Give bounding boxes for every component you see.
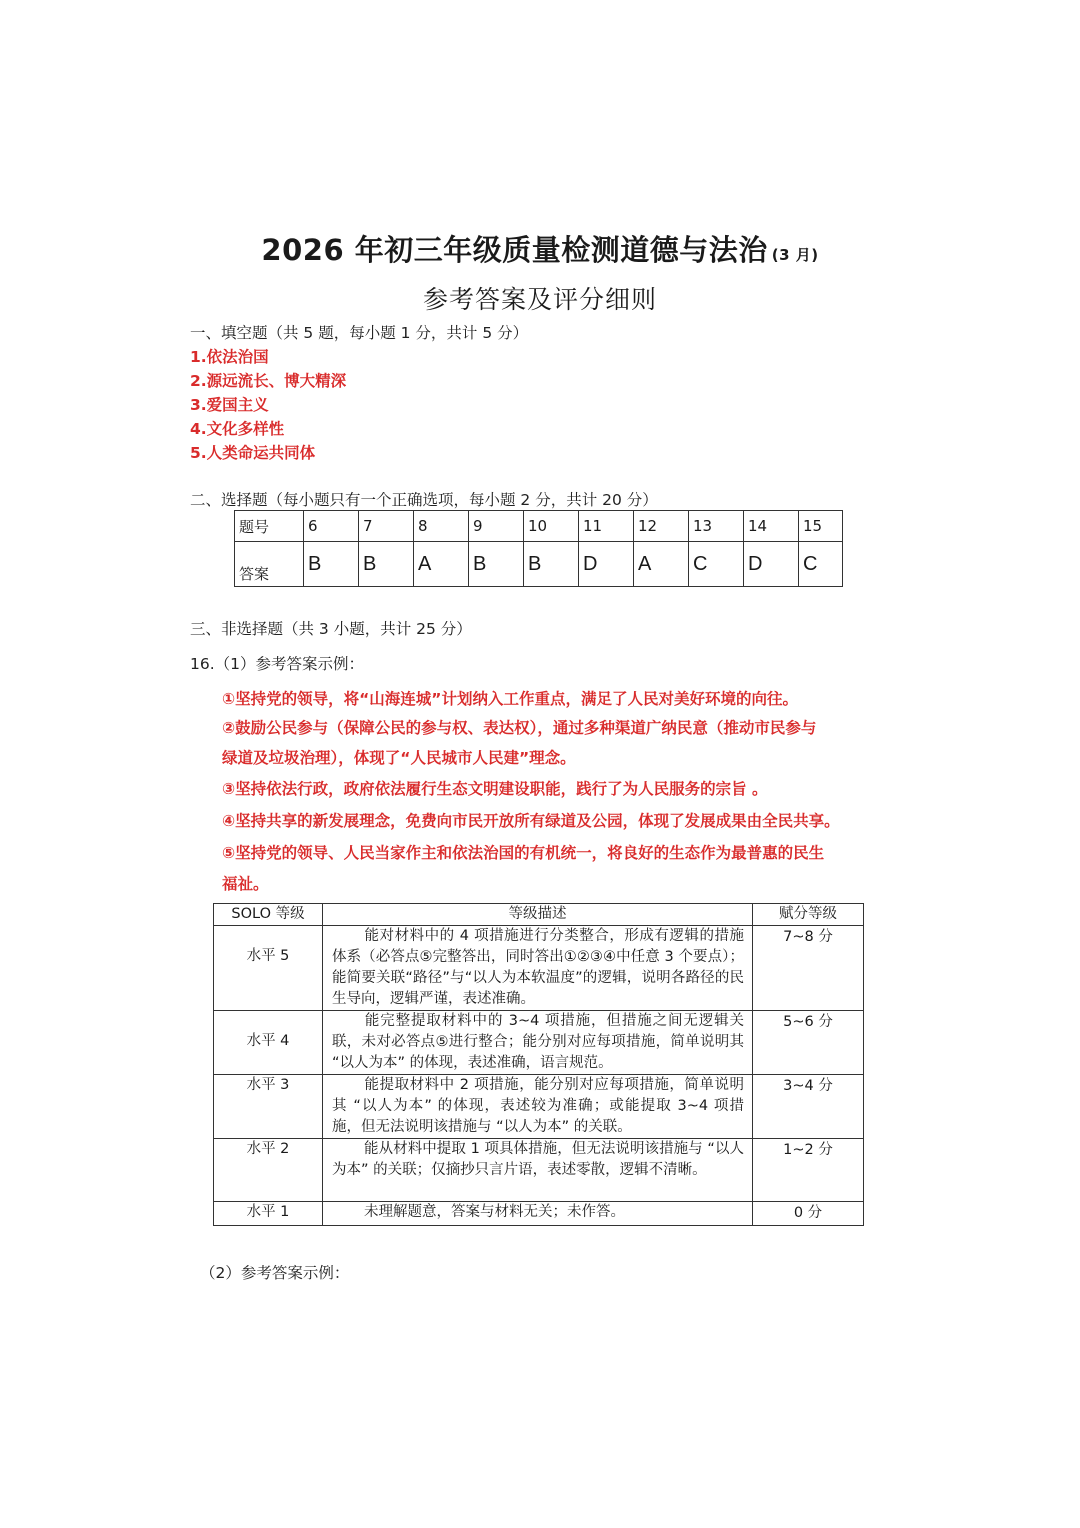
q16-answer-line: ⑤坚持党的领导、人民当家作主和依法治国的有机统一，将良好的生态作为最普惠的民生 — [222, 844, 825, 862]
solo-score: 5~6 分 — [753, 1011, 864, 1075]
table-row — [214, 1075, 864, 1139]
question-number: 15 — [799, 511, 843, 542]
table-row — [214, 926, 864, 1011]
row-label-answer: 答案 — [235, 542, 304, 587]
col-header-level: SOLO 等级 — [214, 904, 323, 926]
solo-level: 水平 3 — [214, 1075, 323, 1139]
section1-heading: 一、填空题（共 5 题，每小题 1 分，共计 5 分） — [190, 324, 529, 342]
solo-description: 未理解题意，答案与材料无关；未作答。 — [323, 1202, 753, 1226]
solo-score: 0 分 — [753, 1202, 864, 1226]
solo-description: 能提取材料中 2 项措施，能分别对应每项措施，简单说明其 “以人为本” 的体现，表述较为准确；或能提取 3~4 项措施，但无法说明该措施与 “以人为本” 的关联。 — [323, 1075, 753, 1139]
question-number: 7 — [359, 511, 414, 542]
solo-level: 水平 5 — [214, 926, 323, 1011]
solo-level: 水平 4 — [214, 1011, 323, 1075]
q16-answer-line: 福祉。 — [222, 875, 269, 893]
solo-description: 能从材料中提取 1 项具体措施，但无法说明该措施与 “以人为本” 的关联；仅摘抄只言片语，表述零散，逻辑不清晰。 — [323, 1139, 753, 1202]
table-row — [214, 1139, 864, 1202]
choice-answer: B — [304, 542, 359, 587]
choice-answer: D — [744, 542, 799, 587]
title-main: 2026 年初三年级质量检测道德与法治 — [261, 233, 768, 267]
choice-answer: A — [414, 542, 469, 587]
solo-description: 能对材料中的 4 项措施进行分类整合，形成有逻辑的措施体系（必答点⑤完整答出，同时答出①②③④中任意 3 个要点）；能简要关联“路径”与“以人为本软温度”的逻辑，说明各路径的民生导向，逻辑严谨，表述准确。 — [323, 926, 753, 1011]
question-number: 9 — [469, 511, 524, 542]
page-title — [0, 228, 1080, 269]
choice-answer: B — [359, 542, 414, 587]
table-row-answers — [235, 542, 843, 587]
solo-score: 1~2 分 — [753, 1139, 864, 1202]
question-number: 12 — [634, 511, 689, 542]
q16-answer-line: ③坚持依法行政，政府依法履行生态文明建设职能，践行了为人民服务的宗旨 。 — [222, 780, 768, 798]
col-header-score: 赋分等级 — [753, 904, 864, 926]
solo-score: 7~8 分 — [753, 926, 864, 1011]
choice-answer: C — [799, 542, 843, 587]
section2-heading: 二、选择题（每小题只有一个正确选项，每小题 2 分，共计 20 分） — [190, 491, 658, 509]
q16-answer-line: ④坚持共享的新发展理念，免费向市民开放所有绿道及公园，体现了发展成果由全民共享。 — [222, 812, 840, 830]
choice-answer: D — [579, 542, 634, 587]
solo-description: 能完整提取材料中的 3~4 项措施，但措施之间无逻辑关联，未对必答点⑤进行整合；能分别对应每项措施，简单说明其 “以人为本” 的体现，表述准确，语言规范。 — [323, 1011, 753, 1075]
fill-answer-2: 2.源远流长、博大精深 — [190, 372, 347, 390]
question-number: 6 — [304, 511, 359, 542]
choice-answer: A — [634, 542, 689, 587]
q16-answer-line: 绿道及垃圾治理），体现了“人民城市人民建”理念。 — [222, 749, 576, 767]
solo-level: 水平 1 — [214, 1202, 323, 1226]
q16-1-label: 16.（1）参考答案示例： — [190, 655, 365, 673]
table-row-numbers — [235, 511, 843, 542]
fill-answer-5: 5.人类命运共同体 — [190, 444, 316, 462]
q16-answer-line: ②鼓励公民参与（保障公民的参与权、表达权），通过多种渠道广纳民意（推动市民参与 — [222, 719, 817, 737]
section3-heading: 三、非选择题（共 3 小题，共计 25 分） — [190, 620, 472, 638]
col-header-desc: 等级描述 — [323, 904, 753, 926]
row-label-number: 题号 — [235, 511, 304, 542]
title-suffix: (3 月) — [771, 246, 819, 264]
page-subtitle: 参考答案及评分细则 — [422, 285, 657, 314]
q16-answer-line: ①坚持党的领导，将“山海连城”计划纳入工作重点，满足了人民对美好环境的向往。 — [222, 690, 799, 708]
choice-answer: C — [689, 542, 744, 587]
choice-answer: B — [524, 542, 579, 587]
question-number: 8 — [414, 511, 469, 542]
choice-answer: B — [469, 542, 524, 587]
solo-level: 水平 2 — [214, 1139, 323, 1202]
question-number: 13 — [689, 511, 744, 542]
question-number: 11 — [579, 511, 634, 542]
table-header-row — [214, 904, 864, 926]
question-number: 14 — [744, 511, 799, 542]
fill-answer-4: 4.文化多样性 — [190, 420, 285, 438]
fill-answer-3: 3.爱国主义 — [190, 396, 269, 414]
solo-scoring-table — [213, 903, 864, 1226]
table-row — [214, 1011, 864, 1075]
q16-2-label: （2）参考答案示例： — [200, 1264, 350, 1282]
choice-answer-table — [234, 510, 843, 587]
fill-answer-1: 1.依法治国 — [190, 348, 269, 366]
solo-score: 3~4 分 — [753, 1075, 864, 1139]
table-row — [214, 1202, 864, 1226]
question-number: 10 — [524, 511, 579, 542]
